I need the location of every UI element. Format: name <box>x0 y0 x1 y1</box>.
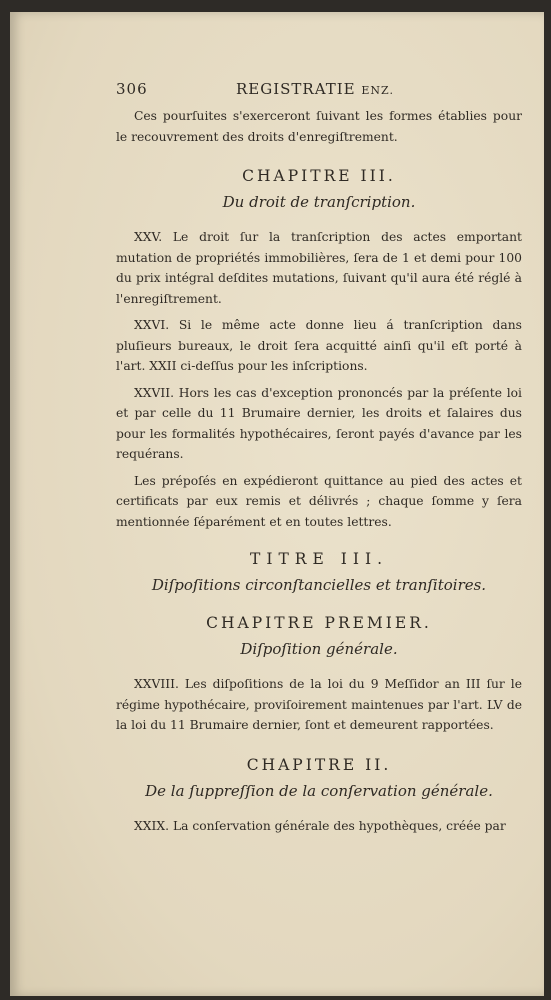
article-27: XXVII. Hors les cas d'exception prononcés par la préſente loi et par celle du 11 Brumaire dernier, les droits et ſalaires dus pour les formalités hypothécaires, ſeront payés d'avance par les requérans. <box>116 385 522 461</box>
running-title <box>236 80 394 98</box>
chapter-3-heading: CHAPITRE III. <box>242 167 396 185</box>
article-29: XXIX. La conſervation générale des hypothèques, créée par <box>134 818 506 833</box>
article-25: XXV. Le droit ſur la tranſcription des actes emportant mutation de propriétés immobilières, ſera de 1 et demi pour 100 du prix intégral deſdites mutations, ſuivant qu'il aura été réglé à l'enregiſtrement. <box>116 230 522 306</box>
chapter-1-subtitle: Diſpoſition générale. <box>240 640 398 658</box>
titre-3-heading: TITRE III. <box>249 550 388 568</box>
paragraph-preposes: Les prépoſés en expédieront quittance au pied des actes et certificats par eux remis et délivrés ; chaque ſomme y ſera mentionnée ſéparément et en toutes lettres. <box>116 473 522 529</box>
chapter-2-heading: CHAPITRE II. <box>246 755 392 774</box>
running-title-main: REGISTRATIE <box>236 80 356 98</box>
book-page <box>10 12 544 996</box>
article-26: XXVI. Si le même acte donne lieu á tranſcription dans pluſieurs bureaux, le droit ſera acquitté ainſi qu'il eſt porté à l'art. XXII ci-deſſus pour les inſcriptions. <box>116 318 522 373</box>
chapter-2-subtitle: De la ſuppreſſion de la conſervation générale. <box>145 781 493 800</box>
chapter-3-subtitle: Du droit de tranſcription. <box>222 193 416 211</box>
page-content <box>116 80 522 836</box>
running-title-abbr: ENZ. <box>361 84 395 97</box>
titre-3-subtitle: Diſpoſitions circonſtancielles et tranſitoires. <box>151 576 487 594</box>
paragraph-poursuites: Ces pourſuites s'exerceront ſuivant les formes établies pour le recouvrement des droits d'enregiſtrement. <box>116 109 522 144</box>
running-head <box>116 80 522 106</box>
page-number: 306 <box>116 80 148 98</box>
article-28: XXVIII. Les diſpoſitions de la loi du 9 Meſſidor an III ſur le régime hypothécaire, proviſoirement maintenues par l'art. LV de la loi du 11 Brumaire dernier, ſont et demeurent rapportées. <box>116 677 522 732</box>
chapter-1-heading: CHAPITRE PREMIER. <box>206 614 432 632</box>
